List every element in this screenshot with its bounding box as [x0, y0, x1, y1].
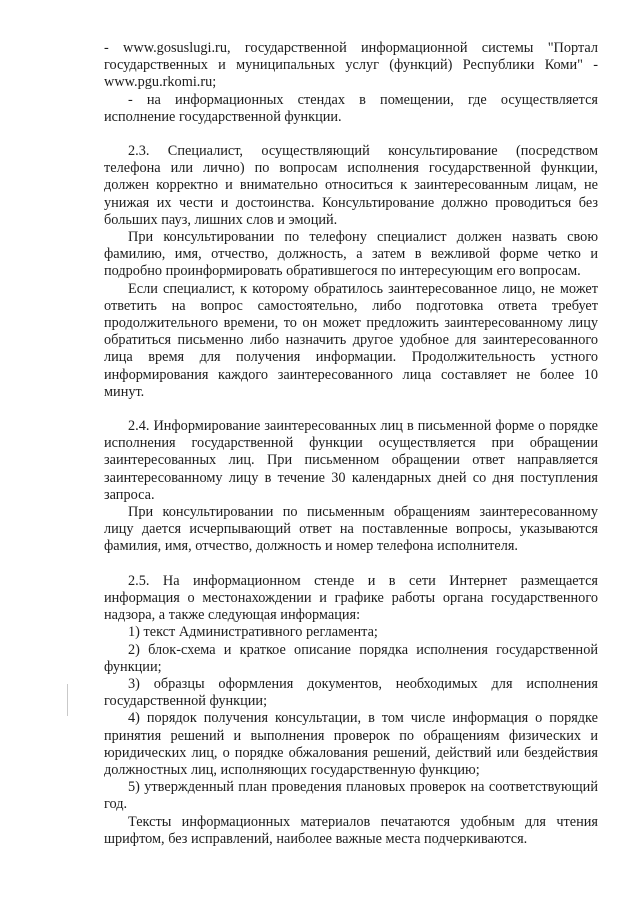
section-2-5-paragraph-1: 2.5. На информационном стенде и в сети Интернет размещается информация о местонахождении и графике работы органа государственного надзора, а также следующая информация: [104, 572, 598, 624]
section-2-5-list-item-3: 3) образцы оформления документов, необходимых для исполнения государственной функции; [104, 675, 598, 710]
section-gap [104, 556, 598, 573]
section-2-3-paragraph-3: Если специалист, к которому обратилось заинтересованное лицо, не может ответить на вопрос самостоятельно, либо подготовка ответа требует продолжительного времени, то он может предложить заинтересованному лицу обратиться письменно либо назначить другое удобное для заинтересованного лица время для получения информации. Продолжительность устного информирования каждого заинтересованного лица составляет не более 10 минут. [104, 280, 598, 400]
section-gap [104, 126, 598, 143]
document-body [104, 40, 598, 848]
intro-paragraph-2: - на информационных стендах в помещении, где осуществляется исполнение государственной функции. [104, 91, 598, 125]
section-gap [104, 401, 598, 418]
section-2-4-paragraph-1: 2.4. Информирование заинтересованных лиц в письменной форме о порядке исполнения государственной функции осуществляется при обращении заинтересованных лиц. При письменном обращении ответ направляется заинтересованному лицу в течение 30 календарных дней со дня поступления запроса. [104, 418, 598, 503]
section-2-3-paragraph-2: При консультировании по телефону специалист должен назвать свою фамилию, имя, отчество, должность, а затем в вежливой форме четко и подробно проинформировать обратившегося по интересующим его вопросам. [104, 229, 598, 280]
section-2-5-list-item-1: 1) текст Административного регламента; [128, 624, 378, 641]
section-2-5-closing-paragraph: Тексты информационных материалов печатаются удобным для чтения шрифтом, без исправлений, наиболее важные места подчеркиваются. [104, 813, 598, 847]
section-2-5-list-item-4: 4) порядок получения консультации, в том числе информация о порядке принятия решений и выполнения проверок по обращениям физических и юридических лиц, о порядке обжалования решений, действий или бездействия должностных лиц, исполняющих государственную функцию; [104, 710, 598, 778]
section-2-5-list-item-5: 5) утвержденный план проведения плановых проверок на соответствующий год. [104, 779, 598, 813]
section-2-3-paragraph-1: 2.3. Специалист, осуществляющий консультирование (посредством телефона или лично) по вопросам исполнения государственной функции, должен корректно и внимательно относиться к заинтересованным лицам, не унижая их чести и достоинства. Консультирование должно проводиться без больших пауз, лишних слов и эмоций. [104, 143, 598, 228]
section-2-4-paragraph-2: При консультировании по письменным обращениям заинтересованному лицу дается исчерпывающий ответ на поставленные вопросы, указываются фамилия, имя, отчество, должность и номер телефона исполнителя. [104, 504, 598, 555]
intro-paragraph-1: - www.gosuslugi.ru, государственной информационной системы "Портал государственных и муниципальных услуг (функций) Республики Коми" - www.pgu.rkomi.ru; [104, 40, 598, 91]
section-2-5-list-item-2: 2) блок-схема и краткое описание порядка исполнения государственной функции; [104, 641, 598, 675]
scan-margin-mark [67, 684, 68, 716]
